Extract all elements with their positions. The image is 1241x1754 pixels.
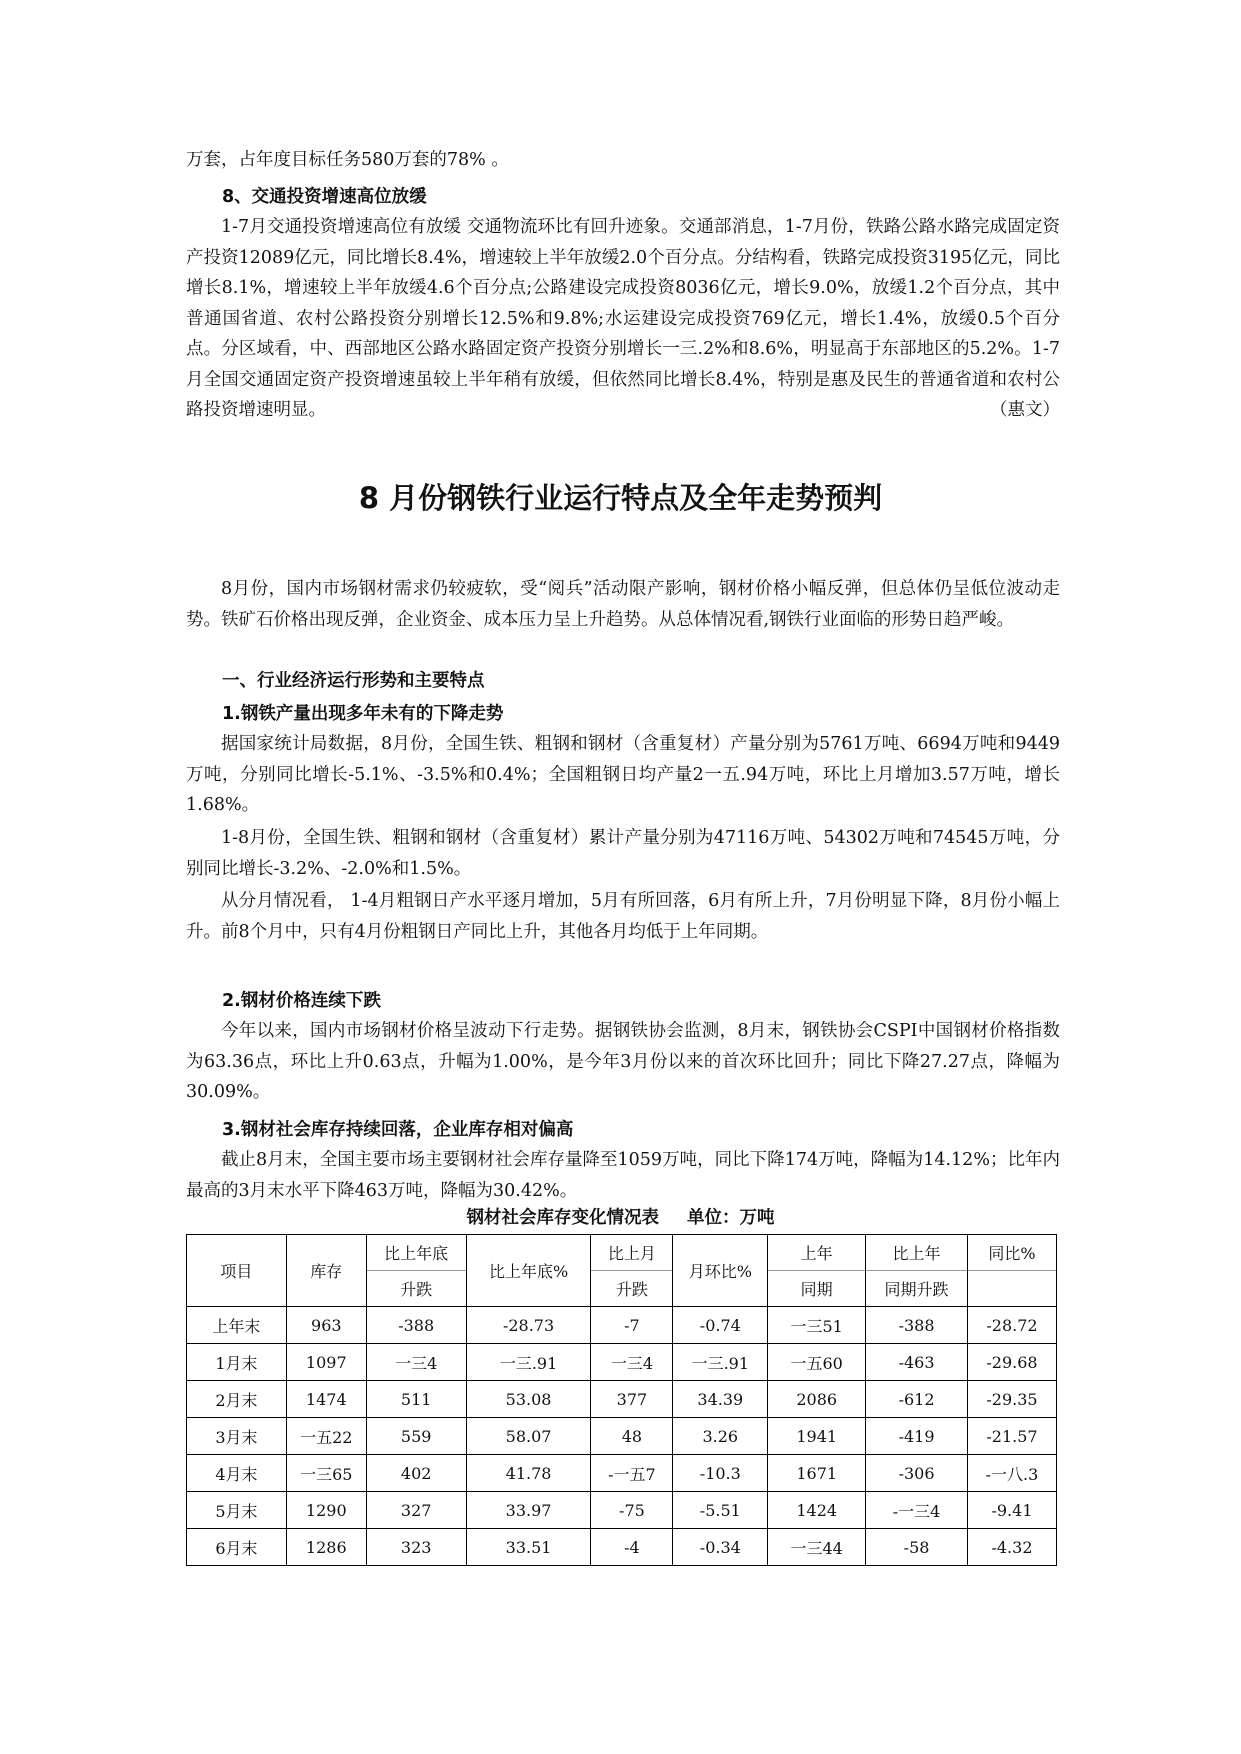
table-cell: -一三4 (866, 1492, 968, 1529)
table-cell: 6月末 (187, 1529, 287, 1566)
table-cell: 4月末 (187, 1455, 287, 1492)
table-cell: 1286 (286, 1529, 366, 1566)
table-cell: -463 (866, 1344, 968, 1381)
table-cell: 1474 (286, 1381, 366, 1418)
header-item: 项目 (187, 1235, 287, 1307)
table-row (187, 1344, 1057, 1381)
table-cell: 33.97 (466, 1492, 591, 1529)
table-cell: -7 (591, 1307, 673, 1344)
table-row (187, 1381, 1057, 1418)
table-cell: 48 (591, 1418, 673, 1455)
table-row (187, 1455, 1057, 1492)
subsection-3-paragraph-1: 截止8月末，全国主要市场主要钢材社会库存量降至1059万吨，同比下降174万吨，降幅为14.12%；比年内最高的3月末水平下降463万吨，降幅为30.42%。 (186, 1150, 1060, 1201)
table-cell: -0.74 (673, 1307, 768, 1344)
table-cell: -419 (866, 1418, 968, 1455)
subsection-1-paragraph-1: 据国家统计局数据，8月份，全国生铁、粗钢和钢材（含重复材）产量分别为5761万吨、6694万吨和9449万吨，分别同比增长-5.1%、-3.5%和0.4%；全国粗钢日均产量2一五.94万吨，环比上月增加3.57万吨，增长1.68%。 (186, 734, 1060, 815)
table-cell: 一三51 (768, 1307, 866, 1344)
table-cell: 一三.91 (673, 1344, 768, 1381)
table-cell: 58.07 (466, 1418, 591, 1455)
table-cell: 1941 (768, 1418, 866, 1455)
table-cell: -306 (866, 1455, 968, 1492)
table-cell: -9.41 (967, 1492, 1056, 1529)
table-cell: 1424 (768, 1492, 866, 1529)
steel-inventory-table (186, 1234, 1057, 1566)
table-cell: 一三65 (286, 1455, 366, 1492)
table-cell: -58 (866, 1529, 968, 1566)
table-cell: 377 (591, 1381, 673, 1418)
table-cell: 3月末 (187, 1418, 287, 1455)
subsection-1-paragraph-3: 从分月情况看， 1-4月粗钢日产水平逐月增加，5月有所回落，6月有所上升，7月份明显下降，8月份小幅上升。前8个月中，只有4月份粗钢日产同比上升，其他各月均低于上年同期。 (186, 891, 1060, 942)
section-8-heading: 8、交通投资增速高位放缓 (222, 187, 427, 207)
table-cell: 一五22 (286, 1418, 366, 1455)
table-row (187, 1418, 1057, 1455)
header-last-year-line2: 同期 (768, 1271, 866, 1307)
table-cell: -388 (366, 1307, 466, 1344)
table-cell: -4.32 (967, 1529, 1056, 1566)
table-caption (0, 1204, 1241, 1229)
table-cell: 5月末 (187, 1492, 287, 1529)
table-cell: -5.51 (673, 1492, 768, 1529)
table-cell: 327 (366, 1492, 466, 1529)
article-title: 8 月份钢铁行业运行特点及全年走势预判 (358, 481, 883, 515)
subsection-1-heading: 1.钢铁产量出现多年未有的下降走势 (222, 704, 504, 724)
subsection-1-paragraph-2: 1-8月份，全国生铁、粗钢和钢材（含重复材）累计产量分别为47116万吨、54302万吨和74545万吨，分别同比增长-3.2%、-2.0%和1.5%。 (186, 828, 1060, 879)
table-cell: 上年末 (187, 1307, 287, 1344)
table-cell: 一三4 (366, 1344, 466, 1381)
table-row (187, 1529, 1057, 1566)
header-vs-last-year-line1: 比上年 (866, 1235, 968, 1271)
table-cell: -4 (591, 1529, 673, 1566)
header-stock: 库存 (286, 1235, 366, 1307)
header-vs-year-end-pct: 比上年底% (466, 1235, 591, 1307)
table-cell: 402 (366, 1455, 466, 1492)
table-cell: 53.08 (466, 1381, 591, 1418)
header-vs-year-end-line1: 比上年底 (366, 1235, 466, 1271)
table-cell: 1290 (286, 1492, 366, 1529)
table-cell: -75 (591, 1492, 673, 1529)
header-vs-prev-month-line1: 比上月 (591, 1235, 673, 1271)
table-cell: 34.39 (673, 1381, 768, 1418)
table-row (187, 1307, 1057, 1344)
article-intro: 8月份，国内市场钢材需求仍较疲软，受“阅兵”活动限产影响，钢材价格小幅反弹，但总体仍呈低位波动走势。铁矿石价格出现反弹，企业资金、成本压力呈上升趋势。从总体情况看,钢铁行业面临的形势日趋严峻。 (186, 579, 1060, 630)
table-cell: 3.26 (673, 1418, 768, 1455)
part-1-heading: 一、行业经济运行形势和主要特点 (222, 671, 485, 691)
subsection-2-paragraph-1: 今年以来，国内市场钢材价格呈波动下行走势。据钢铁协会监测，8月末，钢铁协会CSPI中国钢材价格指数为63.36点，环比上升0.63点，升幅为1.00%，是今年3月份以来的首次环比回升；同比下降27.27点，降幅为30.09%。 (186, 1021, 1060, 1102)
table-cell: -28.73 (466, 1307, 591, 1344)
table-cell: -28.72 (967, 1307, 1056, 1344)
header-yoy-pct-blank (967, 1271, 1056, 1307)
table-cell: 1月末 (187, 1344, 287, 1381)
table-cell: 511 (366, 1381, 466, 1418)
table-cell: -21.57 (967, 1418, 1056, 1455)
header-last-year-line1: 上年 (768, 1235, 866, 1271)
table-cell: 41.78 (466, 1455, 591, 1492)
table-unit: 单位：万吨 (687, 1208, 775, 1228)
header-yoy-pct: 同比% (967, 1235, 1056, 1271)
table-cell: 一五60 (768, 1344, 866, 1381)
table-cell: 33.51 (466, 1529, 591, 1566)
table-cell: 2086 (768, 1381, 866, 1418)
table-cell: 1671 (768, 1455, 866, 1492)
header-vs-last-year-line2: 同期升跌 (866, 1271, 968, 1307)
table-cell: -388 (866, 1307, 968, 1344)
table-cell: 559 (366, 1418, 466, 1455)
table-title: 钢材社会库存变化情况表 (466, 1208, 659, 1228)
header-vs-prev-month-line2: 升跌 (591, 1271, 673, 1307)
table-cell: -29.35 (967, 1381, 1056, 1418)
table-cell: 963 (286, 1307, 366, 1344)
table-cell: -一八.3 (967, 1455, 1056, 1492)
section-8-body (186, 212, 1060, 426)
table-header-row (187, 1235, 1057, 1271)
table-cell: -612 (866, 1381, 968, 1418)
author-credit: （惠文） (990, 400, 1060, 420)
header-vs-year-end-line2: 升跌 (366, 1271, 466, 1307)
table-cell: -0.34 (673, 1529, 768, 1566)
subsection-3-heading: 3.钢材社会库存持续回落，企业库存相对偏高 (222, 1120, 574, 1140)
table-row (187, 1492, 1057, 1529)
table-cell: 2月末 (187, 1381, 287, 1418)
table-cell: 一三4 (591, 1344, 673, 1381)
table-cell: 一三.91 (466, 1344, 591, 1381)
table-cell: -10.3 (673, 1455, 768, 1492)
previous-section-tail: 万套，占年度目标任务580万套的78% 。 (186, 150, 509, 170)
table-cell: 1097 (286, 1344, 366, 1381)
subsection-2-heading: 2.钢材价格连续下跌 (222, 991, 381, 1011)
section-8-text: 1-7月交通投资增速高位有放缓 交通物流环比有回升迹象。交通部消息，1-7月份，铁路公路水路完成固定资产投资12089亿元，同比增长8.4%，增速较上半年放缓2.0个百分点。分结构看，铁路完成投资3195亿元，同比增长8.1%，增速较上半年放缓4.6个百分点;公路建设完成投资8036亿元，增长9.0%，放缓1.2个百分点，其中普通国省道、农村公路投资分别增长12.5%和9.8%;水运建设完成投资769亿元，增长1.4%，放缓0.5个百分点。分区域看，中、西部地区公路水路固定资产投资分别增长一三.2%和8.6%，明显高于东部地区的5.2%。1-7月全国交通固定资产投资增速虽较上半年稍有放缓，但依然同比增长8.4%，特别是惠及民生的普通省道和农村公路投资增速明显。 (186, 217, 1060, 420)
table-cell: 323 (366, 1529, 466, 1566)
table-cell: -一五7 (591, 1455, 673, 1492)
table-cell: 一三44 (768, 1529, 866, 1566)
header-mom-pct: 月环比% (673, 1235, 768, 1307)
table-cell: -29.68 (967, 1344, 1056, 1381)
